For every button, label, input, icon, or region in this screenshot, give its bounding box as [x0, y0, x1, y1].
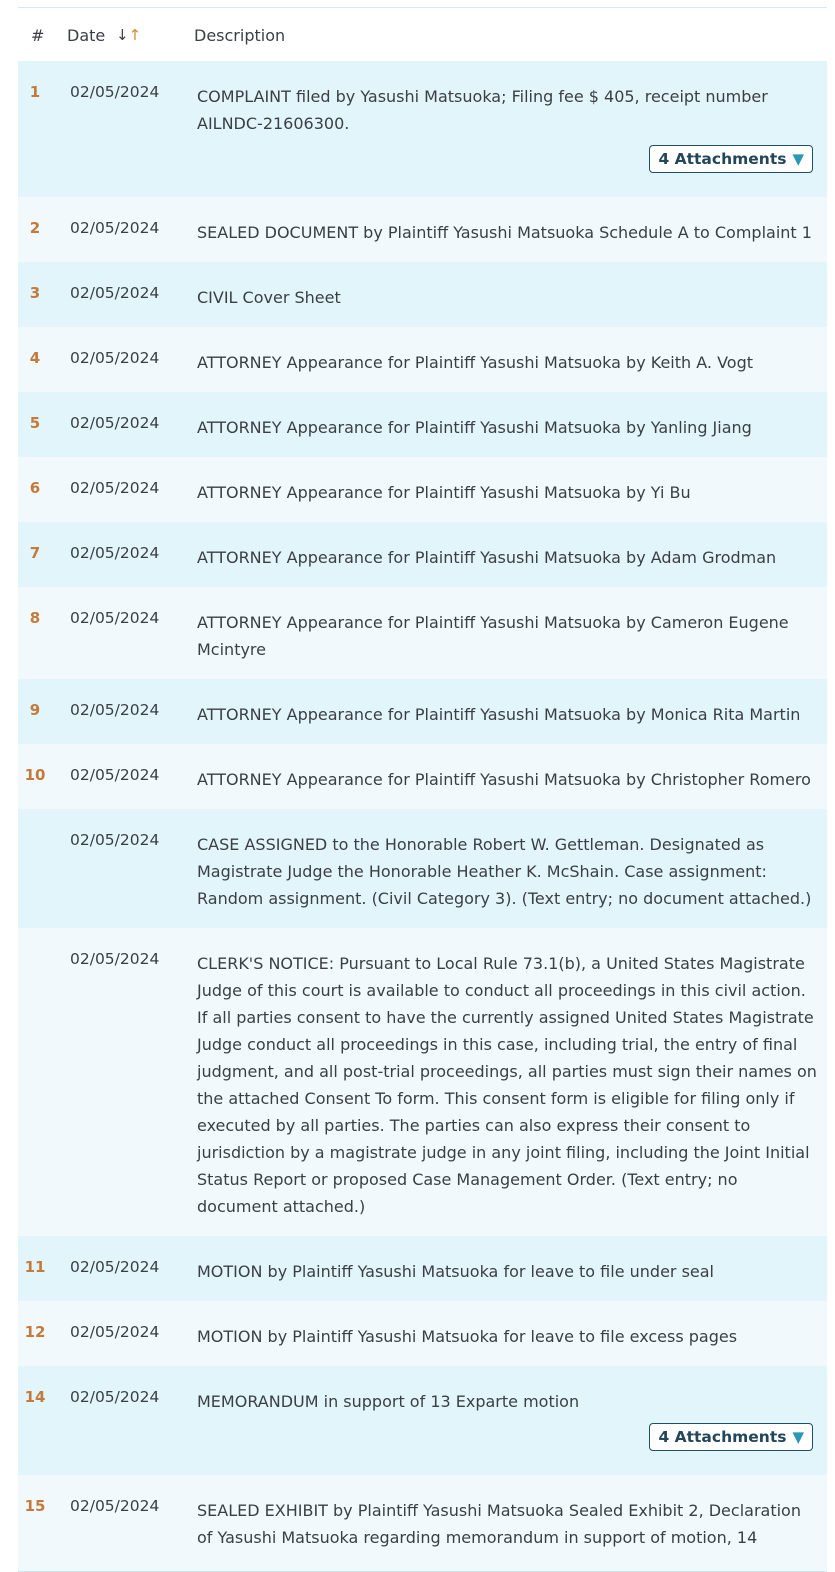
- entry-number[interactable]: 10: [24, 766, 46, 784]
- entry-description: CLERK'S NOTICE: Pursuant to Local Rule 73.1(b), a United States Magistrate Judge of this court is available to conduct all proceedings in this civil action. If all parties consent to have the currently assigned United States Magistrate Judge conduct all proceedings in this case, including trial, the entry of final judgment, and all post-trial proceedings, all parties must sign their names on the attached Consent To form. This consent form is eligible for filing only if executed by all parties. The parties can also express their consent to jurisdiction by a magistrate judge in any joint filing, including the Joint Initial Status Report or proposed Case Management Order. (Text entry; no document attached.): [197, 954, 817, 1216]
- entry-number[interactable]: 11: [24, 1258, 46, 1276]
- sort-down-arrow-icon: ↓: [116, 26, 129, 44]
- entry-description: ATTORNEY Appearance for Plaintiff Yasushi Matsuoka by Keith A. Vogt: [197, 353, 754, 372]
- entry-number[interactable]: 15: [24, 1497, 46, 1515]
- entry-description: ATTORNEY Appearance for Plaintiff Yasushi Matsuoka by Yi Bu: [197, 483, 691, 502]
- table-row: [18, 392, 827, 462]
- attachments-button[interactable]: [649, 145, 813, 173]
- table-row: [18, 522, 827, 592]
- table-body: [18, 61, 827, 1572]
- table-row: [18, 61, 827, 202]
- table-row: [18, 1366, 827, 1480]
- entry-number[interactable]: 3: [29, 284, 41, 302]
- entry-number[interactable]: 8: [29, 609, 41, 627]
- entry-description: ATTORNEY Appearance for Plaintiff Yasushi Matsuoka by Monica Rita Martin: [197, 705, 801, 724]
- triangle-down-icon: ▼: [792, 150, 804, 168]
- table-row: [18, 197, 827, 267]
- column-header-description: Description: [194, 26, 286, 45]
- docket-table: [18, 7, 827, 1572]
- entry-date: 02/05/2024: [70, 1388, 160, 1406]
- entry-number[interactable]: 9: [29, 701, 41, 719]
- entry-date: 02/05/2024: [70, 1258, 160, 1276]
- table-row: [18, 457, 827, 527]
- entry-date: 02/05/2024: [70, 479, 160, 497]
- entry-date: 02/05/2024: [70, 1497, 160, 1515]
- table-row: [18, 928, 827, 1241]
- table-row: [18, 327, 827, 397]
- sort-up-arrow-icon: ↑: [128, 26, 142, 44]
- entry-number[interactable]: 2: [29, 219, 41, 237]
- entry-number[interactable]: 4: [29, 349, 41, 367]
- entry-number[interactable]: 5: [29, 414, 41, 432]
- entry-date: 02/05/2024: [70, 544, 160, 562]
- entry-date: 02/05/2024: [70, 766, 160, 784]
- entry-description: CIVIL Cover Sheet: [197, 288, 341, 307]
- entry-description: CASE ASSIGNED to the Honorable Robert W. Gettleman. Designated as Magistrate Judge the Honorable Heather K. McShain. Case assignment: Random assignment. (Civil Category 3). (Text entry; no document attached.): [197, 835, 812, 908]
- entry-number[interactable]: 6: [29, 479, 41, 497]
- entry-date: 02/05/2024: [70, 1323, 160, 1341]
- table-row: [18, 1475, 827, 1572]
- entry-date: 02/05/2024: [70, 284, 160, 302]
- entry-date: 02/05/2024: [70, 414, 160, 432]
- column-header-date[interactable]: Date: [67, 26, 106, 45]
- table-row: [18, 587, 827, 684]
- entry-description: MOTION by Plaintiff Yasushi Matsuoka for leave to file under seal: [197, 1262, 714, 1281]
- entry-number[interactable]: 14: [24, 1388, 46, 1406]
- table-header: [18, 8, 827, 66]
- sort-icon[interactable]: [116, 26, 141, 44]
- entry-date: 02/05/2024: [70, 83, 160, 101]
- entry-description: MEMORANDUM in support of 13 Exparte motion: [197, 1392, 580, 1411]
- entry-description: SEALED DOCUMENT by Plaintiff Yasushi Matsuoka Schedule A to Complaint 1: [197, 223, 812, 242]
- entry-description: SEALED EXHIBIT by Plaintiff Yasushi Matsuoka Sealed Exhibit 2, Declaration of Yasushi Matsuoka regarding memorandum in support of motion, 14: [197, 1501, 801, 1547]
- entry-number[interactable]: 1: [29, 83, 41, 101]
- entry-date: 02/05/2024: [70, 831, 160, 849]
- attachments-label: 4 Attachments: [658, 1428, 787, 1446]
- entry-description: COMPLAINT filed by Yasushi Matsuoka; Filing fee $ 405, receipt number AILNDC-21606300.: [197, 87, 768, 133]
- attachments-button[interactable]: [649, 1423, 813, 1451]
- entry-date: 02/05/2024: [70, 701, 160, 719]
- entry-description: ATTORNEY Appearance for Plaintiff Yasushi Matsuoka by Adam Grodman: [197, 548, 777, 567]
- entry-description: ATTORNEY Appearance for Plaintiff Yasushi Matsuoka by Christopher Romero: [197, 770, 811, 789]
- table-row: [18, 1236, 827, 1306]
- table-row: [18, 1301, 827, 1371]
- table-row: [18, 679, 827, 749]
- entry-date: 02/05/2024: [70, 609, 160, 627]
- attachments-container: [18, 1428, 827, 1479]
- entry-description: ATTORNEY Appearance for Plaintiff Yasushi Matsuoka by Yanling Jiang: [197, 418, 752, 437]
- entry-date: 02/05/2024: [70, 219, 160, 237]
- table-row: [18, 262, 827, 332]
- attachments-container: [18, 150, 827, 201]
- table-row: [18, 809, 827, 933]
- entry-date: 02/05/2024: [70, 349, 160, 367]
- table-row: [18, 744, 827, 814]
- entry-number[interactable]: 12: [24, 1323, 46, 1341]
- attachments-label: 4 Attachments: [658, 150, 787, 168]
- entry-description: ATTORNEY Appearance for Plaintiff Yasushi Matsuoka by Cameron Eugene Mcintyre: [197, 613, 789, 659]
- entry-description: MOTION by Plaintiff Yasushi Matsuoka for leave to file excess pages: [197, 1327, 738, 1346]
- column-header-number: #: [31, 26, 45, 45]
- entry-number[interactable]: 7: [29, 544, 41, 562]
- triangle-down-icon: ▼: [792, 1428, 804, 1446]
- entry-date: 02/05/2024: [70, 950, 160, 968]
